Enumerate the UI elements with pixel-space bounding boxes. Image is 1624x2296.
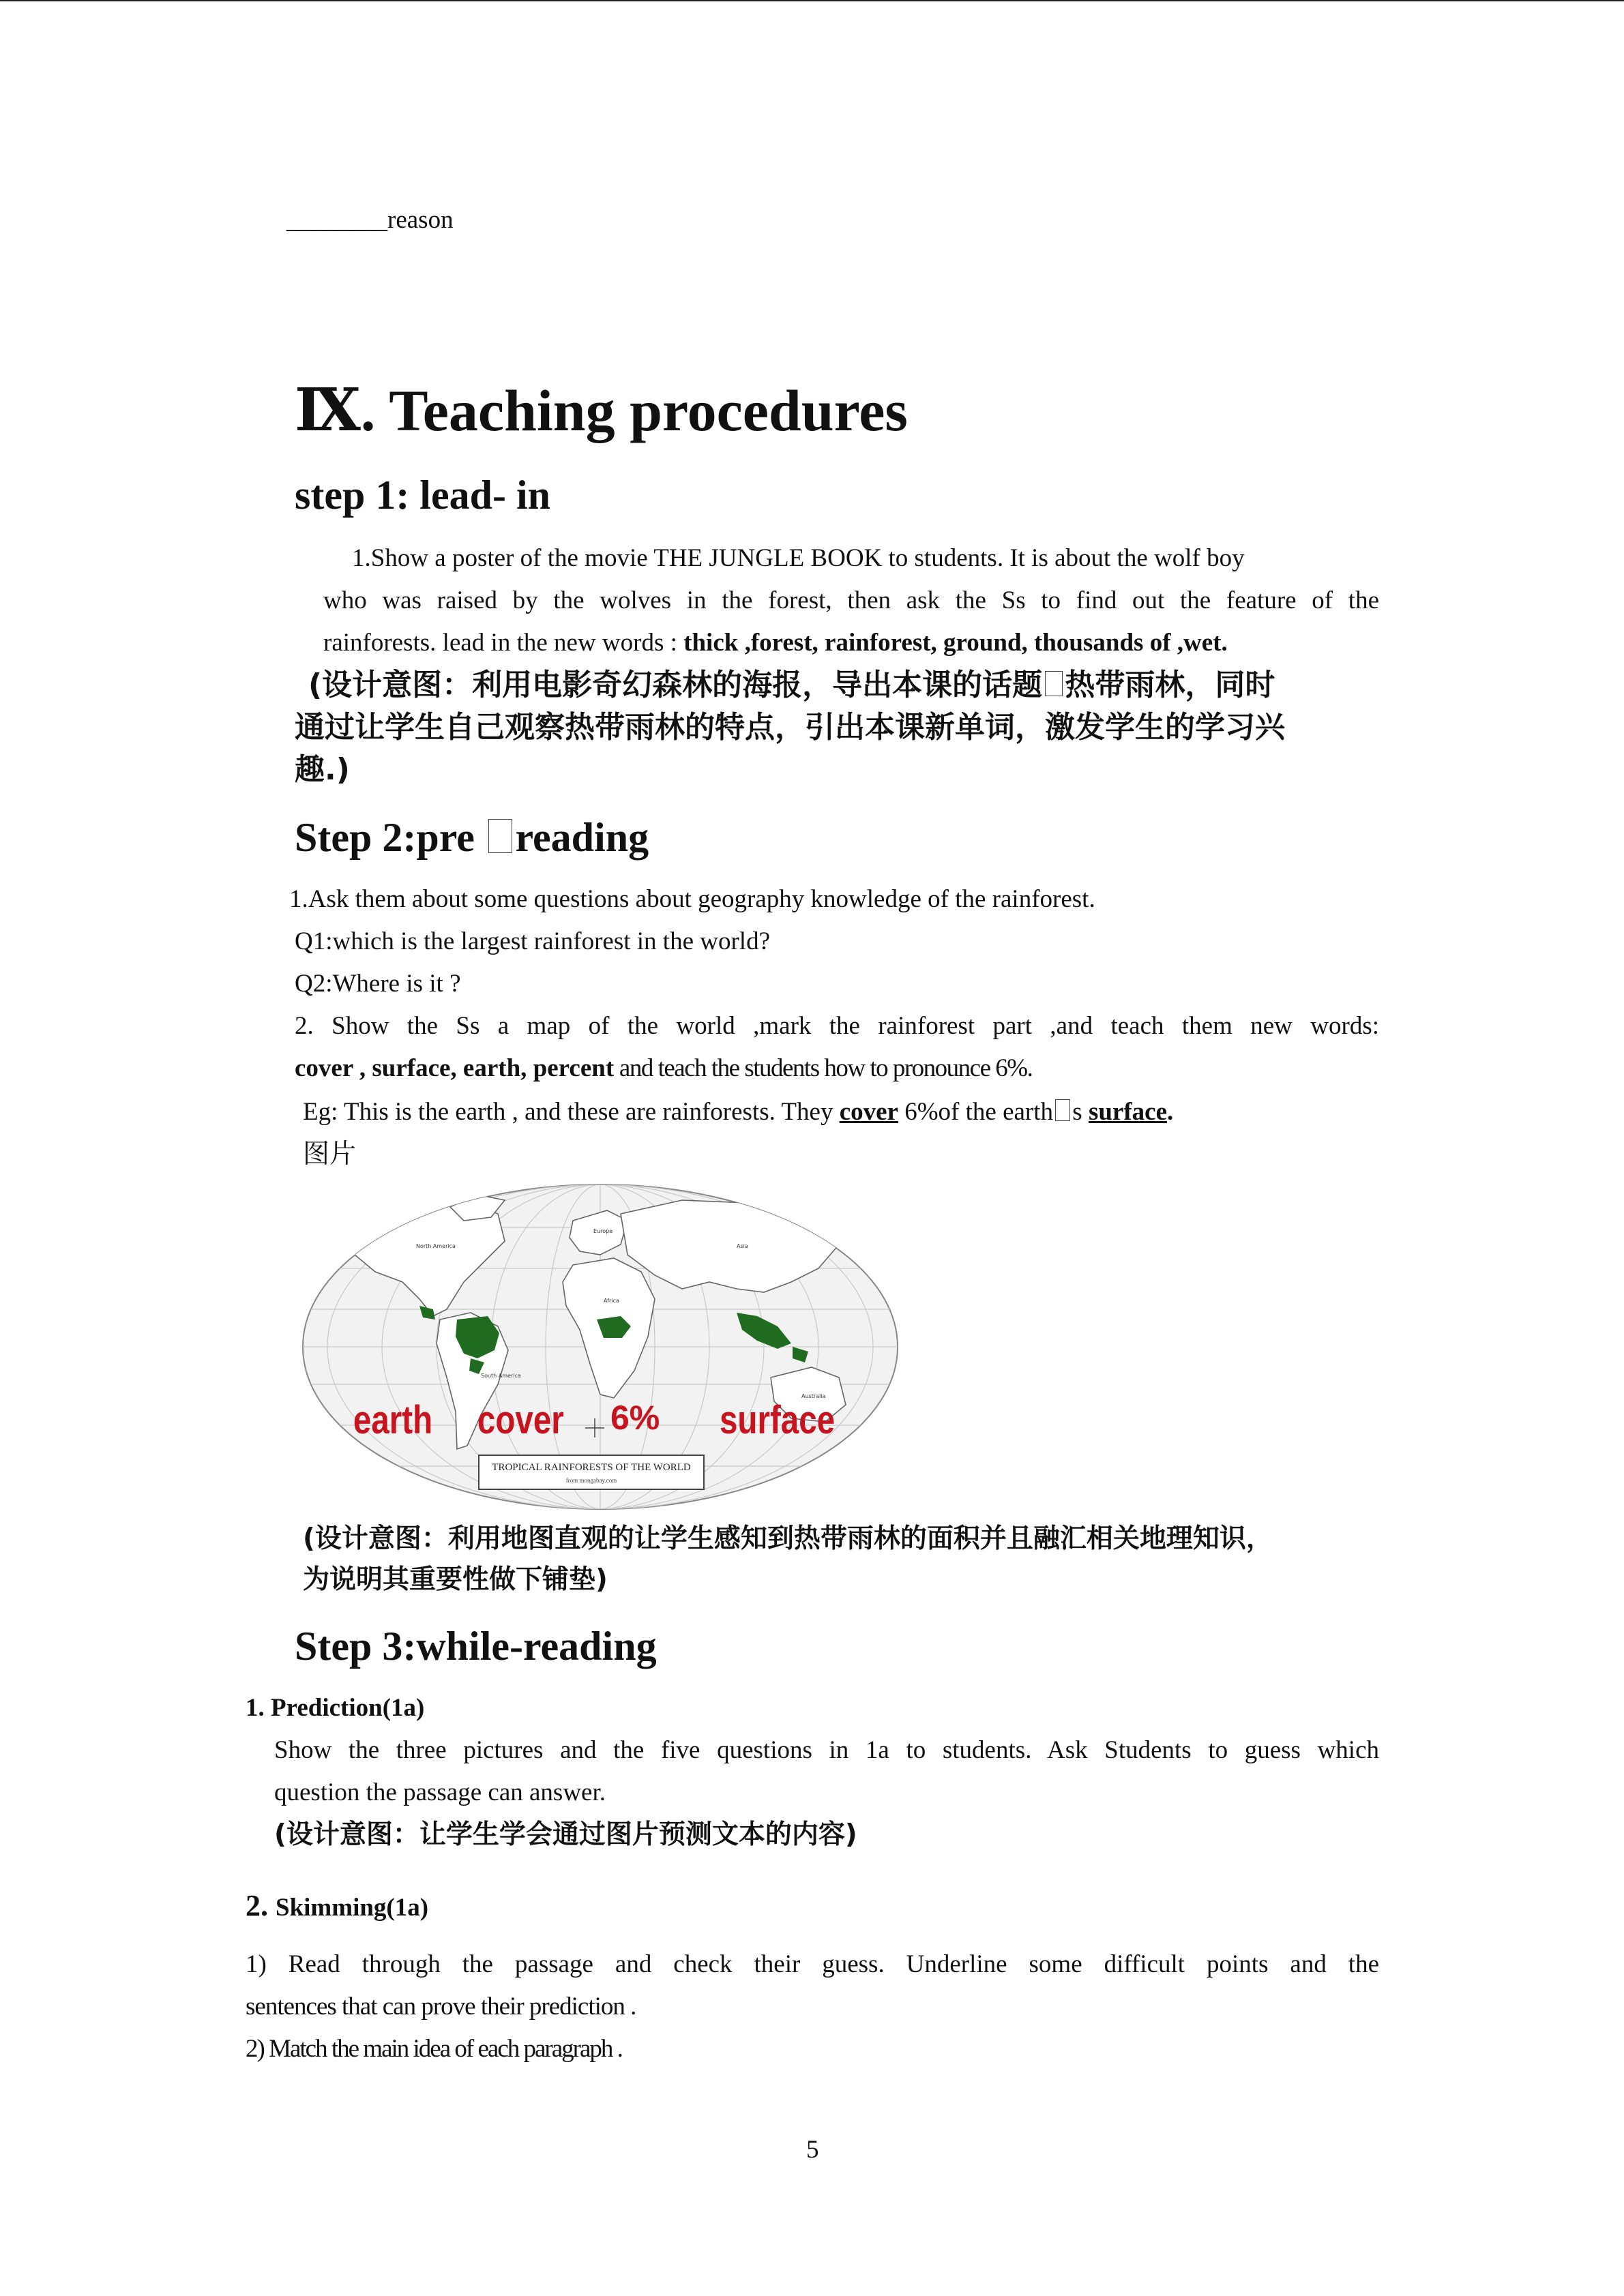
rainforest-world-map — [300, 1180, 900, 1514]
step1-intent-text-b: 热带雨林，同时 — [1065, 668, 1275, 702]
skimming-line2: sentences that can prove their prediction . — [246, 1993, 636, 2021]
skimming-line3: 2) Match the main idea of each paragraph . — [246, 2035, 622, 2063]
step2-intent-line1: (设计意图：利用地图直观的让学生感知到热带雨林的面积并且融汇相关地理知识， — [303, 1523, 1273, 1554]
step2-intent-line2: 为说明其重要性做下铺垫) — [303, 1564, 608, 1595]
skimming-title-text: Skimming(1a) — [276, 1894, 429, 1922]
blank: ________ — [286, 206, 387, 234]
reason-text: reason — [387, 206, 454, 234]
step2-q2: Q2:Where is it ? — [295, 970, 461, 998]
prediction-line1: Show the three pictures and the five questions in 1a to students. Ask Students to guess which — [274, 1736, 1379, 1764]
step1-intent-line2: 通过让学生自己观察热带雨林的特点，引出本课新单词，激发学生的学习兴 — [295, 710, 1285, 745]
missing-glyph-box — [1045, 671, 1063, 696]
reason-line — [286, 199, 454, 241]
step2-q1: Q1:which is the largest rainforest in the world? — [295, 927, 771, 955]
eg-text-s: s — [1072, 1098, 1089, 1126]
step1-line3 — [323, 622, 1228, 664]
eg-surface: surface — [1088, 1098, 1168, 1126]
prediction-title: 1. Prediction(1a) — [246, 1694, 425, 1722]
map-word-surface: surface — [720, 1398, 836, 1443]
step2-heading-a: Step 2:pre — [295, 815, 485, 860]
step1-line3-text: rainforests. lead in the new words : — [323, 629, 684, 657]
eg-end: . — [1167, 1098, 1174, 1126]
step1-line2: who was raised by the wolves in the forest, then ask the Ss to find out the feature of the — [323, 586, 1379, 614]
step1-line1: 1.Show a poster of the movie THE JUNGLE BOOK to students. It is about the wolf boy — [352, 544, 1245, 572]
step1-intent-text: (设计意图：利用电影奇幻森林的海报，导出本课的话题 — [308, 668, 1043, 702]
step1-new-words: thick ,forest, rainforest, ground, thousands of ,wet. — [683, 629, 1228, 657]
label-north-america: North America — [416, 1243, 456, 1249]
step1-intent-line3: 趣.) — [295, 752, 350, 787]
step2-new-words: cover , surface, earth, percent — [295, 1054, 615, 1082]
skimming-line1: 1) Read through the passage and check their guess. Underline some difficult points and the — [246, 1950, 1379, 1978]
missing-glyph-box — [488, 819, 512, 853]
skimming-number: 2. — [246, 1889, 276, 1922]
section-title: Ⅸ. Teaching procedures — [295, 378, 908, 443]
step2-line2: 2. Show the Ss a map of the world ,mark the rainforest part ,and teach them new words: — [295, 1012, 1379, 1040]
eg-cover: cover — [839, 1098, 898, 1126]
label-africa: Africa — [604, 1298, 619, 1304]
label-europe: Europe — [593, 1228, 613, 1234]
step2-heading — [295, 811, 649, 863]
step2-line3-text: and teach the students how to pronounce 6%. — [614, 1054, 1033, 1082]
label-south-america: South America — [481, 1373, 521, 1379]
picture-label: 图片 — [303, 1139, 357, 1169]
eg-text: Eg: This is the earth , and these are rainforests. They — [303, 1098, 840, 1126]
prediction-intent: (设计意图：让学生学会通过图片预测文本的内容) — [274, 1819, 857, 1850]
step2-line1: 1.Ask them about some questions about geography knowledge of the rainforest. — [289, 885, 1095, 913]
map-word-6-percent: 6% — [610, 1399, 660, 1437]
missing-glyph-box — [1055, 1099, 1070, 1121]
skimming-title — [246, 1885, 428, 1929]
step1-heading: step 1: lead- in — [295, 473, 550, 518]
step2-example — [303, 1091, 1173, 1133]
step3-heading: Step 3:while-reading — [295, 1624, 657, 1669]
label-asia: Asia — [737, 1243, 748, 1249]
step2-line3 — [295, 1047, 1032, 1090]
step1-intent-line1 — [308, 664, 1275, 706]
world-map-svg — [300, 1180, 900, 1514]
map-caption: TROPICAL RAINFORESTS OF THE WORLD — [492, 1462, 691, 1473]
label-australia: Australia — [801, 1393, 826, 1399]
map-word-earth: earth — [353, 1398, 433, 1443]
top-border — [0, 0, 1624, 1]
eg-text-mid: 6%of the earth — [898, 1098, 1054, 1126]
map-source: from mongabay.com — [565, 1477, 617, 1484]
prediction-line2: question the passage can answer. — [274, 1778, 606, 1806]
map-word-cover: cover — [477, 1398, 564, 1443]
step2-heading-b: reading — [515, 815, 649, 860]
page-number: 5 — [806, 2136, 819, 2164]
